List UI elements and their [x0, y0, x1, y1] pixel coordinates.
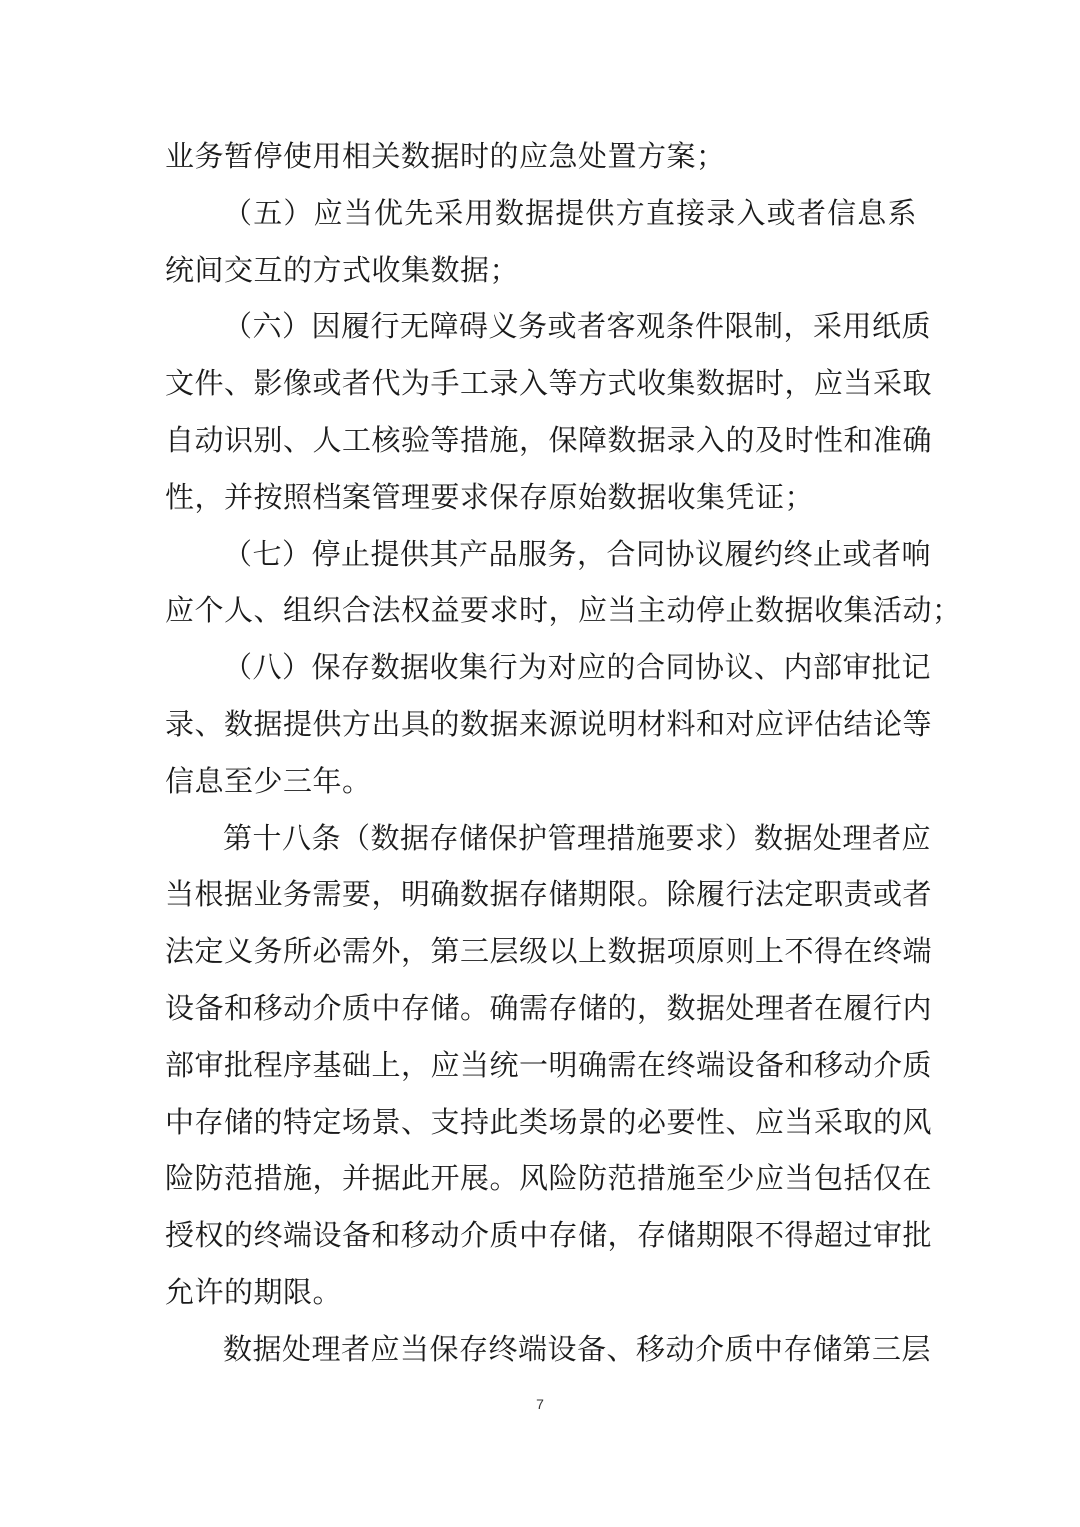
text-line: 统间交互的方式收集数据；	[165, 252, 520, 287]
text-line: （七）停止提供其产品服务，合同协议履约终止或者响	[223, 536, 932, 571]
paragraph-item-6	[165, 298, 933, 525]
document-body	[165, 128, 962, 1378]
paragraph-storage	[165, 1321, 932, 1378]
text-line: 设备和移动介质中存储。确需存储的，数据处理者在履行内	[165, 990, 933, 1025]
paragraph-continuation	[165, 128, 917, 185]
page-number: 7	[536, 1396, 544, 1412]
text-line: 中存储的特定场景、支持此类场景的必要性、应当采取的风	[165, 1104, 933, 1139]
text-line: 当根据业务需要，明确数据存储期限。除履行法定职责或者	[165, 877, 933, 912]
paragraph-article-18	[165, 810, 933, 1321]
text-line: 险防范措施，并据此开展。风险防范措施至少应当包括仅在	[165, 1161, 933, 1196]
text-line: 数据处理者应当保存终端设备、移动介质中存储第三层	[223, 1331, 932, 1366]
text-line: 录、数据提供方出具的数据来源说明材料和对应评估结论等	[165, 706, 933, 741]
text-line: 性，并按照档案管理要求保存原始数据收集凭证；	[165, 479, 815, 514]
paragraph-item-8	[165, 639, 933, 809]
text-line: 自动识别、人工核验等措施，保障数据录入的及时性和准确	[165, 422, 933, 457]
text-line: 授权的终端设备和移动介质中存储，存储期限不得超过审批	[165, 1218, 933, 1253]
text-line: （八）保存数据收集行为对应的合同协议、内部审批记	[223, 650, 932, 685]
text-line: 应个人、组织合法权益要求时，应当主动停止数据收集活动；	[165, 593, 962, 628]
text-line: 法定义务所必需外，第三层级以上数据项原则上不得在终端	[165, 934, 933, 969]
text-line: 信息至少三年。	[165, 763, 372, 798]
text-line: （六）因履行无障碍义务或者客观条件限制，采用纸质	[223, 309, 932, 344]
text-line: 文件、影像或者代为手工录入等方式收集数据时，应当采取	[165, 366, 933, 401]
text-line: 允许的期限。	[165, 1274, 343, 1309]
paragraph-item-5	[165, 185, 917, 299]
paragraph-item-7	[165, 526, 962, 640]
text-line: 业务暂停使用相关数据时的应急处置方案；	[165, 139, 726, 173]
text-line: （五）应当优先采用数据提供方直接录入或者信息系	[223, 195, 917, 230]
text-line: 第十八条（数据存储保护管理措施要求）数据处理者应	[223, 820, 932, 855]
text-line: 部审批程序基础上，应当统一明确需在终端设备和移动介质	[165, 1047, 933, 1082]
